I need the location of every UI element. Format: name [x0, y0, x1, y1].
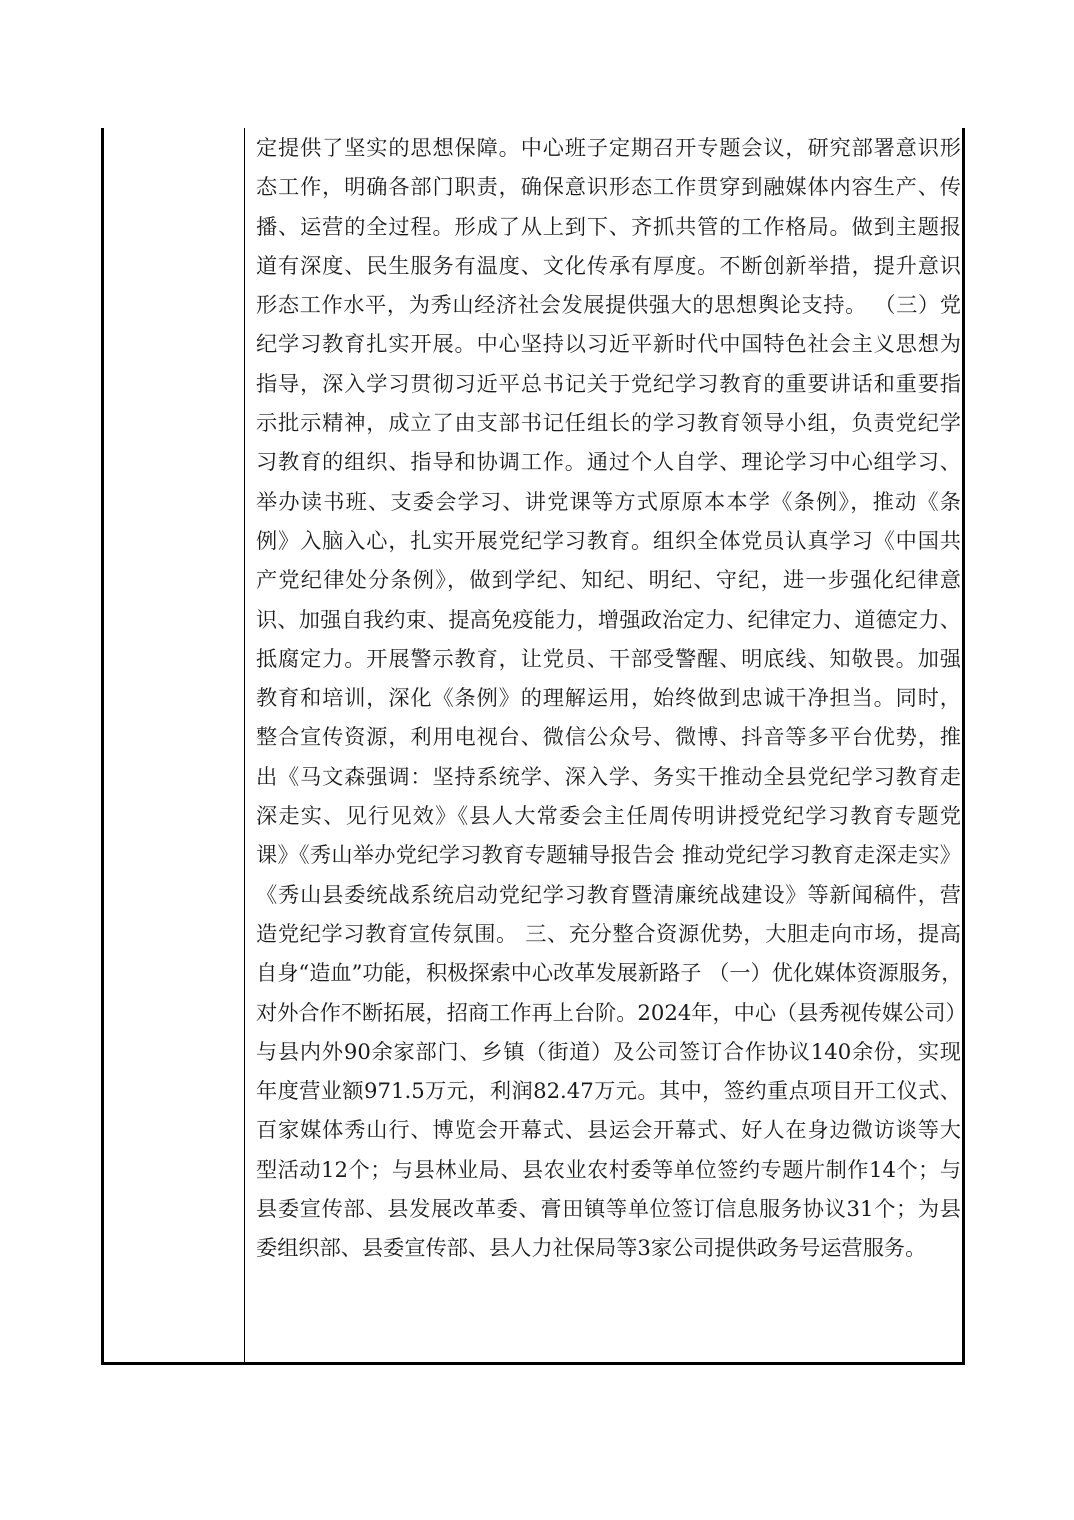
- text-line: 型活动12个；与县林业局、县农业农村委等单位签约专题片制作14个；与: [256, 1156, 961, 1182]
- text-line: 与县内外90余家部门、乡镇（街道）及公司签订合作协议140余份，实现: [256, 1038, 961, 1064]
- text-line: 产党纪律处分条例》，做到学纪、知纪、明纪、守纪，进一步强化纪律意: [256, 567, 961, 593]
- text-line: 百家媒体秀山行、博览会开幕式、县运会开幕式、好人在身边微访谈等大: [256, 1117, 961, 1143]
- text-line: 课》《秀山举办党纪学习教育专题辅导报告会 推动党纪学习教育走深走实》: [256, 842, 961, 868]
- text-line: 指导，深入学习贯彻习近平总书记关于党纪学习教育的重要讲话和重要指: [256, 370, 961, 396]
- table-label-cell: [104, 128, 244, 1362]
- text-line: 委组织部、县委宣传部、县人力社保局等3家公司提供政务号运营服务。: [256, 1235, 927, 1261]
- text-line: 县委宣传部、县发展改革委、膏田镇等单位签订信息服务协议31个；为县: [256, 1196, 961, 1222]
- text-line: 《秀山县委统战系统启动党纪学习教育暨清廉统战建设》等新闻稿件，营: [256, 881, 961, 907]
- text-line: 教育和培训，深化《条例》的理解运用，始终做到忠诚干净担当。同时，: [256, 685, 961, 711]
- text-line: 例》入脑入心，扎实开展党纪学习教育。组织全体党员认真学习《中国共: [256, 527, 961, 553]
- text-line: 年度营业额971.5万元，利润82.47万元。其中，签约重点项目开工仪式、: [256, 1078, 961, 1104]
- text-line: 纪学习教育扎实开展。中心坚持以习近平新时代中国特色社会主义思想为: [256, 331, 961, 357]
- text-line: 深走实、见行见效》《县人大常委会主任周传明讲授党纪学习教育专题党: [256, 803, 961, 829]
- text-line: 示批示精神，成立了由支部书记任组长的学习教育领导小组，负责党纪学: [256, 410, 961, 436]
- text-line: 举办读书班、支委会学习、讲党课等方式原原本本学《条例》，推动《条: [256, 488, 961, 514]
- text-line: 形态工作水平，为秀山经济社会发展提供强大的思想舆论支持。 （三）党: [256, 292, 961, 318]
- document-table: [101, 128, 965, 1365]
- text-line: 出《马文森强调：坚持系统学、深入学、务实干推动全县党纪学习教育走: [256, 763, 961, 789]
- text-line: 自身“造血”功能，积极探索中心改革发展新路子 （一）优化媒体资源服务，: [256, 960, 963, 986]
- text-line: 播、运营的全过程。形成了从上到下、齐抓共管的工作格局。做到主题报: [256, 213, 961, 239]
- text-line: 抵腐定力。开展警示教育，让党员、干部受警醒、明底线、知敬畏。加强: [256, 645, 961, 671]
- text-line: 道有深度、民生服务有温度、文化传承有厚度。不断创新举措，提升意识: [256, 252, 961, 278]
- column-divider: [244, 128, 245, 1362]
- text-line: 对外合作不断拓展，招商工作再上台阶。2024年，中心（县秀视传媒公司）: [256, 999, 967, 1025]
- text-line: 习教育的组织、指导和协调工作。通过个人自学、理论学习中心组学习、: [256, 449, 961, 475]
- text-line: 态工作，明确各部门职责，确保意识形态工作贯穿到融媒体内容生产、传: [256, 174, 961, 200]
- text-line: 造党纪学习教育宣传氛围。 三、充分整合资源优势，大胆走向市场，提高: [256, 920, 961, 946]
- text-line: 整合宣传资源，利用电视台、微信公众号、微博、抖音等多平台优势，推: [256, 724, 961, 750]
- text-line: 定提供了坚实的思想保障。中心班子定期召开专题会议，研究部署意识形: [256, 135, 961, 160]
- table-content-cell: [256, 128, 967, 1268]
- text-line: 识、加强自我约束、提高免疫能力，增强政治定力、纪律定力、道德定力、: [256, 606, 961, 632]
